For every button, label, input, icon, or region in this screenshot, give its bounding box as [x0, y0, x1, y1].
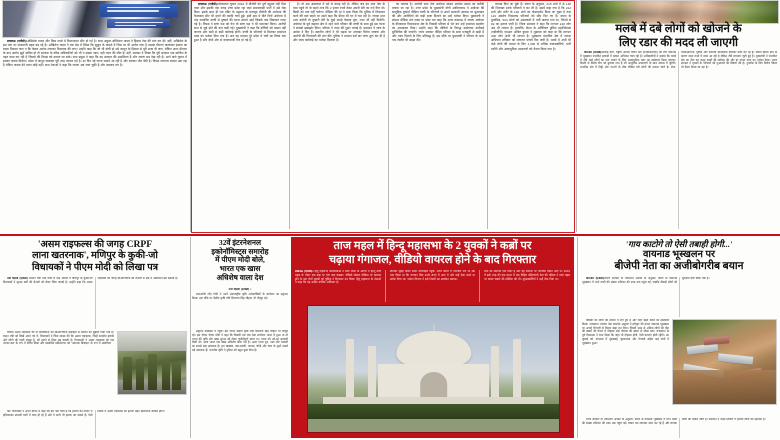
article-text: सोमवार सुबह कांवर लेकर ताजमहल पहुंचे। अपने कांवर में गंगाजल भरा था और दावा किया था कि भगवान शिव उनके सपने में आए थे और उन्हें ऐसा करने का आदेश दिया था। पर्यटन विभाग ने इसे नियमों का उल्लंघन बताया।	[389, 270, 476, 281]
taj-minaret	[491, 346, 499, 399]
soldier-figure	[123, 357, 132, 390]
article-text: उद्घाटन कार्यक्रम में पहुंचे। इस दौरान केंद्रीय कृषि मंत्री शिवराज सिंह चौहान भी मौजूद रहे। इस दौरान पीएम मोदी ने कहा कि पिछली बार जब ऐसा सम्मेलन भारत में हुआ था तो भारत की कृषि और खाद्य सुरक्षा को लेकर चुनौतीपूर्ण समय था। भारत को नई-नई आजादी मिली थी। आज भारत एक खाद्य अधिशेष वाला देश है। आज भारत दूध, दाल और मसालों का सबसे बड़ा उत्पादक है। हम खाद्यान्न, फल-सब्जी, कपास, चीनी और चाय के दूसरे सबसे बड़े उत्पादक हैं। भारतीय कृषि ने दुनिया को बहुत कुछ दिया है।	[192, 330, 288, 352]
top-left-article-body	[3, 39, 187, 229]
headline-line: ताज महल में हिन्दू महासभा के 2 युवकों ने कब्रों पर	[333, 240, 532, 252]
headline-line: लाना खतरनाक', मणिपुर के कुकी-जो	[32, 250, 158, 262]
headline-line: 32वें इंटरनेशनल	[219, 238, 261, 247]
bottom-left-headline	[2, 239, 188, 273]
bottom-mid-body-bottom	[192, 330, 288, 438]
article-text: है। वो अब अस्पताल में दर्द से कराह रही है। लेकिन जब हम सपा नेता के पास पहुंचे तो वो कहने लगा कि 2 हजार रुपये ठेकर अपनी बेटी का गर्भ गिरा दो। किसी को पता नहीं चलेगा। पीड़िता की मां ने दावा किया कि पुलिस में शिकायत करने की बात कहने पर उसने कहा कि डीएम मेरे घर में चल रही है। ज्यादा इधर उधर करोगी तो तुम्हारी बेटी के तुम्हें कपड़े फेंकवा दूंगा, लाश भी नहीं मिलेगी। अयोध्या के पूर्व कद्दावर क्षेत्र में रहने वाले परिवार की बच्ची के साथ हुई इस घटना ने सबको झकझोर दिया। परिवार ने न्याय की गुहार लगाई है। प्रशासन ने जांच के आदेश दे दिए हैं। स्थानीय लोगों ने भी सड़क पर उतरकर विरोध जताया और आरोपी की गिरफ्तारी की मांग की। पुलिस ने मामला दर्ज कर जांच शुरू कर दी है और जल्द कार्रवाई का भरोसा दिलाया है।	[293, 2, 385, 43]
headline-line: वायनाड भूस्खलन पर	[642, 249, 716, 261]
soldier-figure	[148, 354, 158, 390]
center-featured-article	[291, 237, 574, 438]
bottom-right-body-wrap	[582, 319, 777, 417]
top-mid-article-3	[392, 2, 484, 228]
taj-central-arch	[420, 372, 448, 397]
article-text: प्रधानमंत्री नरेंद्र मोदी ने 32वें अंतरराष्ट्रीय कृषि अर्थशास्त्रियों के सम्मेलन का उद्घाटन किया। इस मौके पर केंद्रीय कृषि मंत्री शिवराज सिंह चौहान भी मौजूद रहे।	[192, 292, 288, 301]
dateline: नयी दिल्ली (एजेंसी) ।	[7, 277, 30, 280]
top-right-headline	[580, 23, 777, 50]
dateline: वायनाड (एजेंसी)।	[584, 51, 603, 54]
headline-line: लिए रडार की मदद ली जाएगी	[618, 36, 739, 49]
taj-minaret	[513, 339, 521, 402]
headline-line: 'गाय काटोगे तो ऐसी तबाही होगी...'	[625, 239, 733, 249]
top-mid-article-2	[293, 2, 385, 228]
taj-minaret	[368, 346, 376, 399]
article-text: बरामद किए जा चुके हैं। बयान के अनुसार, 215 शवों में से 148 की शिनाख्त उनके परिजनों ने कर ली है। इसमें कहा गया है कि 212 शवों और शरीर के 140 अंगों का पोस्टमार्टम किया जा चुका है तथा 119 अवशेष निकटतम परिजनों को सौंप दिए गए हैं। बयान के मुताबिक, 504 लोगों को अस्पतालों में भर्ती कराया गया था, जिनमें से 82 का इलाज जारी है। जिला प्रशासन ने कहा कि लगभग 218 लोग अब भी लापता हैं। हालांकि, केरल के अतिरिक्त पुलिस महानिदेशक (एडीजीपी) एमआर अजित कुमार ने शुक्रवार को कहा था कि लगभग 300 लोग अभी भी लापता हैं। भूस्खलन प्रभावित क्षेत्र में तलाश अभियान शनिवार को लगातार पांचवें दिन जारी है। मलबे में अभी भी फंसे लोगों की तलाश के लिए 1,300 से अधिक बचावकर्मियों, भारी मशीनें और अत्याधुनिक उपकरणों को तैनात किया गया है।	[491, 2, 571, 51]
damaged-roof	[718, 353, 754, 365]
dateline: लखनऊ (एजेंसी)।	[7, 39, 28, 43]
article-text: का मतलब है। आरोपी सपा नेता अयोध्या सांसद अवधेश प्रसाद का करीबी बताया जा रहा है। उत्तर प्रदेश के मुख्यमंत्री योगी आदित्यनाथ ने अयोध्या की सामूहिक दुष्कर्म पीड़िता बच्ची के परिजनों से अपने सरकारी आवास पर मुलाकात की और आरोपियों को कड़ी सजा दिलाने का उन्हें भरोसा दिया। मुख्यमंत्री ने सोशल मीडिया मंच एक्स पर पोस्ट कर कहा कि आज लखनऊ में जनता अयोध्या के दीनदयाल विधानसभा क्षेत्र के निवासी परिवार से भेंट कर उन्हें हरसंभव सहयोग का आश्वासन दिया। उन्होंने कहा कि दोषियों के विरुद्ध कठोरतम कार्रवाई सुनिश्चित की जाएगी। राज्य सरकार पीड़ित परिवार के साथ मजबूती से खड़ी है और न्याय दिलाने के लिए प्रतिबद्ध है। इस मौके पर मुख्यमंत्री ने परिवार के साथ एक तस्वीर भी साझा की।	[392, 2, 484, 43]
bottom-right-headline	[581, 239, 777, 273]
headline-line: बीजेपी नेता का अजीबोगरीब बयान	[614, 260, 744, 272]
center-body-columns	[295, 270, 570, 302]
background-wall	[118, 332, 186, 351]
soldier-figure	[172, 362, 180, 391]
bottom-mid-body-top	[192, 288, 288, 328]
landslide-damage-photo	[672, 319, 777, 405]
article-text: अखिलेश यादव और किस नाम्बे में विधानसभा सीट हो गई है। साथ अमुख अधिवेशन यादव ने हिसाब टेस्ट की मांग कर दी। वहीं, अखिलेश के इस मांग पर सरसराती बहस बढ़ गई है। अखिलेश यादव ने एक प्रेस में लिखा कि सुकून के मामले में जिस पर भी आरोप लगा है उसका डीएनए करवाकर इंसाफ का रास्ता निकाल जाए न कि केवल आरोप लगाकर विधायक की जाए। उन्होंने कहा कि जो भी दोषी हो उसे कानून के हिसाब से पूरी सजा दी जाए, लेकिन अगर डीएनए के बाद आरोप झूठे साबित हो तो सरकार के वरिष्ठ अधिकारियों को भी न बख्शा जाए। यही न्याय की जीत है। वहीं, सरकार ने लिखा कि पूरी सरकार एक साजिश के तहत काम कर रही है जिससे की विपक्ष को दबाया जा सके। सपा प्रमुख ने कहा कि यह सरकार की असलियत है और जनता सब देख रही है। आने वाले चुनाव में इसका जवाब मिलेगा। प्रदेश में कानून व्यवस्था पूरी तरह चरमरा गई है। हर दिन नई घटना सामने आ रही है और सरकार मौन बैठी है। विपक्ष लगातार सवाल उठा रहा है लेकिन जवाब देने वाला कोई नहीं। सपा नेताओं ने कहा कि जनता अब जाग चुकी है और बदलाव तय है।	[3, 39, 187, 68]
bottom-left-body-top	[3, 277, 187, 329]
headline-line: में पीएम मोदी बोले,	[215, 255, 265, 265]
banner-text-line	[107, 7, 170, 8]
taj-minaret	[346, 339, 354, 402]
mud-debris	[673, 370, 776, 404]
article-text: लोकसभा चुनाव 2024 में बीजेपी को पूर्ण बहुमत नहीं मिल पाया और इसकी एक वजह उत्तर प्रदेश रहा जहां समाजवादी पार्टी ने उसे रोक दिया। इसके साथ ही राम मंदिर के उद्घाटन के बावजूद बीजेपी की अयोध्या की फैजाबाद सीट भी हारने की काफी चर्चा हुई। इसी क्रम में बीते दिनों अयोध्या में एक नाबालिग बच्ची से दुष्कर्म की घटना सामने आई जिसके बाद सियासत गरमा गई है। विपक्ष ने सत्ता पक्ष को घेरा तो सत्ता पक्ष ने भी पलटवार किया। आरोपी सपा से जुड़े होने की बात कही गई। मुख्यमंत्री ने कहा कि दोषियों को बख्शा नहीं जाएगा और कड़ी से कड़ी कार्रवाई होगी। बच्ची के परिजनों से मिलकर हरसंभव मदद का भरोसा दिया गया है। अब यह मामला पूरे प्रदेश में चर्चा का विषय बना हुआ है और दोनों ओर से बयानबाजी तेज हो गई है।	[194, 2, 286, 43]
article-text: प्रधान मंत्री नरेंद्र मोदी से एक अपील में मणिपुर के कुकी-जो विधायकों ने सुरक्षा बलों की तैनाती को लेकर चिंता जताई है। उन्होंने कहा कि असम राइफल्स की जगह सीआरपीएफ की तैनाती से क्षेत्र में अस्थिरता बढ़ सकती है।	[3, 277, 178, 284]
dateline: नयी दिल्ली (एजेंसी) ।	[228, 288, 252, 291]
headline-line: अधिशेष वाला देश	[216, 272, 264, 282]
bottom-right-body-top	[582, 277, 777, 317]
headline-line: भारत एक खास	[219, 264, 261, 274]
headline-line: 'असम राइफल्स की जगह CRPF	[37, 239, 153, 250]
taj-gardens	[308, 404, 559, 419]
bottom-right-body-bottom	[582, 418, 777, 438]
article-text: शिव को समर्पित एक मंदिर है और यह स्मारक पर गंगाजल चढ़ाने आए थे। 2019 में इसी तरह की एक घटना में एक विहिप दक्षिणपंथी नेता की महिला ने ताज महल पर कांवर चढ़ाने की कोशिश की थी। सुरक्षाकर्मियों ने उन्हें रोक दिया था।	[484, 270, 570, 281]
article-text: जिसमें असम राइफल्स की दो बटालियनों को सीआरपीएफ इकाइयों से बदलने का सुझाव दिया गया है। प्रधान मंत्री को लिखे अपने पत्र में, विधायकों ने चिंता व्यक्त की कि असम राइफल्स, जिन्हें स्थानीय इलाके और लोगों की गहरी समझ है, को हटाने से हिंसा बढ़ सकती है। विधायकों ने असम राइफल्स को एक 'तटस्थ बल' के रूप में वर्णित किया और प्रस्तावित प्रतिस्थापन को 'भयानक डिजाइन' के रूप में आलोचना	[3, 331, 114, 346]
article-text: हिंदू महासभा कार्यकर्ताओं ने उत्तर प्रदेश के आगरा में हिन्दू ताज महल के भीतर एक कब्र पर गंगा जल चढ़ाया। वीडियो सोशल मीडिया पर वायरल होने के बाद दोनों युवकों को पुलिस ने गिरफ्तार कर लिया। हिंदू महासभा के नेताओं ने कहा कि यह उनका धार्मिक अधिकार है।	[295, 270, 381, 285]
center-col-3	[484, 270, 570, 302]
soldiers-deployment-photo	[117, 331, 187, 395]
damaged-roof	[687, 343, 719, 354]
soldier-figure	[162, 358, 171, 390]
politicians-podium-photo	[2, 0, 190, 38]
soldier-figure	[136, 359, 144, 390]
article-text: की। विधायकों ने अपने ज्ञापन में कहा कि हमें पता चला है कि हजारों की तादाद में हथियारबंद उपद्रवी घाटी में जमा हो रहे हैं और वे कभी भी हमला कर सकते हैं। ऐसी स्थिति में असम राइफल्स को हटाना बेहद खतरनाक साबित होगा।	[3, 410, 165, 417]
bottom-left-body-bottom	[3, 410, 187, 438]
top-mid-article-4	[491, 2, 571, 228]
article-text: राज्य सरकार के नवीनतम अपडेट के अनुसार, केरल के वायनाड भूस्खलन में मरने वालों की संख्या शनिवार की 356 तक पहुंच गई, जबकि सैकड़ों लोगों को सुरक्षित बचा लिया गया है।	[582, 277, 710, 284]
dateline: लखनऊ (एजेंसी)।	[295, 270, 314, 273]
taj-mahal-photo	[307, 305, 560, 433]
banner-text-line	[115, 25, 156, 26]
top-mid-article-1	[194, 2, 286, 228]
section-divider	[0, 234, 780, 236]
bottom-mid-headline	[192, 239, 288, 283]
headline-line: चढ़ाया गंगाजल, वीडियो वायरल होने के बाद गिरफ्तार	[328, 253, 537, 266]
banner-board-secondary	[107, 19, 170, 28]
headline-line: विधायकों ने पीएम मोदी को लिखा पत्र	[31, 261, 159, 273]
center-col-2	[390, 270, 476, 302]
taj-foreground	[308, 419, 559, 432]
dateline: लखनऊ (एजेंसी)।	[198, 2, 219, 6]
bottom-left-body-wrap	[3, 331, 187, 409]
rescue-rubble-photo	[580, 0, 779, 24]
top-right-article-body	[580, 51, 777, 229]
center-headline	[294, 240, 571, 267]
article-text: मीडिया को लोगों की तलाश में लगे हुए हैं और गहरे बहते मलबे का इस्तेमाल किया। राजस्थान भाजपा नेता ज्ञानदेव आहूजा ने हरिद्वार की घटना वायनाड भूस्खलन पर अपनी टिप्पणी से विवाद खड़ा कर दिया। जिसमें 300 से अधिक लोगों की मौत की खबरों की केरल में गोहत्या और गोमांस की खपत से जोड़ा गया। राजस्थान के पूर्व विधायक ने दावा किया कि जहां भी गोहत्या होगी, ऐसी घटनाएं होती रहेंगी। 30 जुलाई को, वायनाड में मुंडक्कई, चूरलमाला और मेप्पाडी सहित कई गांवों में भूस्खलन हुआ।	[582, 319, 669, 345]
headline-line: इकोनॉमिस्ट्स समारोह	[211, 246, 269, 256]
dateline: वायनाड (एजेंसी)।	[586, 277, 605, 280]
damaged-roof	[704, 336, 729, 345]
banner-text-line	[107, 10, 159, 11]
headline-line: मलबे में दबे लोगों को खोजने के	[615, 23, 742, 35]
center-col-1	[295, 270, 381, 302]
article-text: सलाह बारी, राष्ट्रीय आपदा मोचन बल (एनडीआरएफ) की टीमें वायनाड में भूस्खलन प्रभावित इलाकों में तलाश अभियान चला रही हैं। अधिकारियों ने बताया कि मलबे में नीचे फंसे लोगों का पता लगाने के लिए अत्याधुनिक रडार का इस्तेमाल किया जाएगा। दिल्ली से विशेष टीम को बुलाया गया है जो आधुनिक उपकरणों के साथ तलाश में जुटेगी। प्रभावित क्षेत्र में मिट्टी और पत्थरों के बीच जीवित बचे लोगों की तलाश जारी है। सेना, एनडीआरएफ, पुलिस और स्थानीय स्वयंसेवक मिलकर काम कर रहे हैं। मौसम खराब होने के कारण राहत कार्य में बाधा आ रही है लेकिन टीमें लगातार जुटी हुई हैं। मुख्यमंत्री ने प्रभावित क्षेत्र का दौरा कर राहत कार्यों की समीक्षा की और हर संभव मदद का भरोसा दिया। राज्य सरकार ने मृतकों के परिजनों को मुआवजे की घोषणा की है। पुनर्वास के लिए विशेष पैकेज भी तैयार किया जा रहा है।	[580, 51, 777, 70]
banner-text-line	[115, 22, 163, 23]
article-text: राज्य सरकार के नवीनतम अपडेट के अनुसार, केरल के वायनाड भूस्खलन में मरने वालों की संख्या शनिवार की 356 तक पहुंच गई। बचाव दल लगातार काम कर रहे हैं और लापता लोगों की तलाश जारी है। प्रशासन ने राहत शिविरों में हजारों लोगों को ठहराया है।	[582, 418, 766, 425]
